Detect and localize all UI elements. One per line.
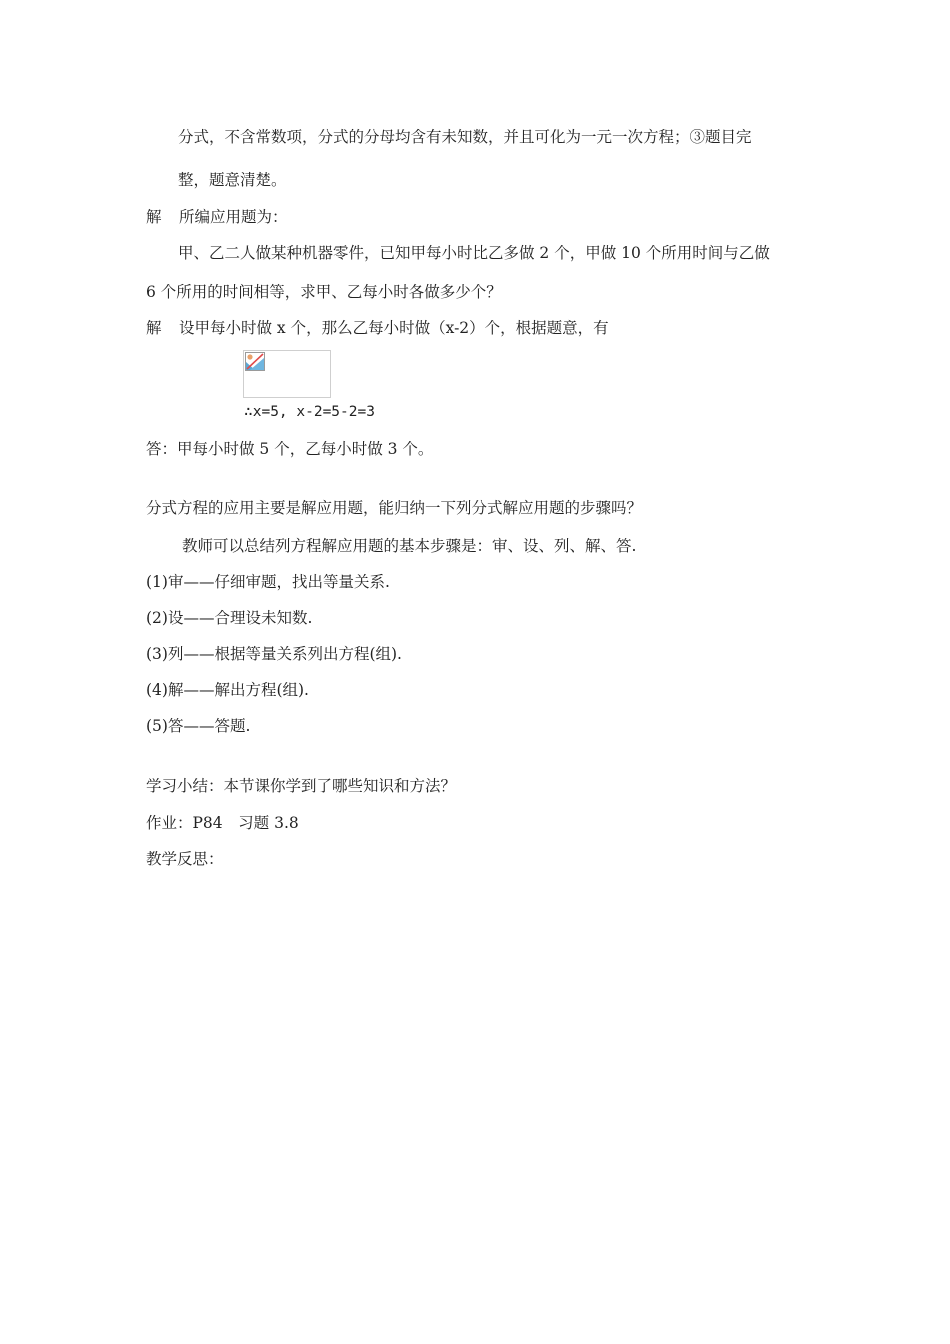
solution-text: 所编应用题为：: [179, 208, 288, 226]
solution-tag: 解: [146, 208, 162, 226]
solution-tag: 解: [146, 319, 162, 337]
question-line: 分式方程的应用主要是解应用题，能归纳一下列分式解应用题的步骤吗？: [146, 499, 643, 517]
paragraph-line: 整，题意清楚。: [178, 171, 287, 189]
paragraph-line: 分式，不含常数项，分式的分母均含有未知数，并且可化为一元一次方程；③题目完: [178, 128, 752, 146]
answer-line: 答：甲每小时做 5 个，乙每小时做 3 个。: [146, 440, 434, 458]
teaching-reflection: 教学反思：: [146, 850, 224, 868]
step-item: (4)解——解出方程(组).: [146, 681, 309, 699]
summary-line: 教师可以总结列方程解应用题的基本步骤是：审、设、列、解、答.: [182, 537, 637, 555]
step-item: (1)审——仔细审题，找出等量关系.: [146, 573, 390, 591]
study-summary: 学习小结：本节课你学到了哪些知识和方法？: [146, 777, 457, 795]
equation-image: [243, 350, 331, 398]
solution-line: [146, 318, 609, 338]
problem-line: 6 个所用的时间相等，求甲、乙每小时各做多少个？: [146, 283, 502, 301]
step-item: (2)设——合理设未知数.: [146, 609, 313, 627]
broken-image-icon: [245, 352, 265, 371]
result-formula: ∴x=5, x-2=5-2=3: [244, 404, 375, 420]
problem-line: 甲、乙二人做某种机器零件，已知甲每小时比乙多做 2 个，甲做 10 个所用时间与乙做: [178, 244, 770, 262]
homework: 作业：P84 习题 3.8: [146, 814, 299, 832]
step-item: (3)列——根据等量关系列出方程(组).: [146, 645, 402, 663]
step-item: (5)答——答题.: [146, 717, 251, 735]
solution-line: [146, 207, 288, 227]
solution-text: 设甲每小时做 x 个，那么乙每小时做（x-2）个，根据题意，有: [179, 319, 609, 337]
